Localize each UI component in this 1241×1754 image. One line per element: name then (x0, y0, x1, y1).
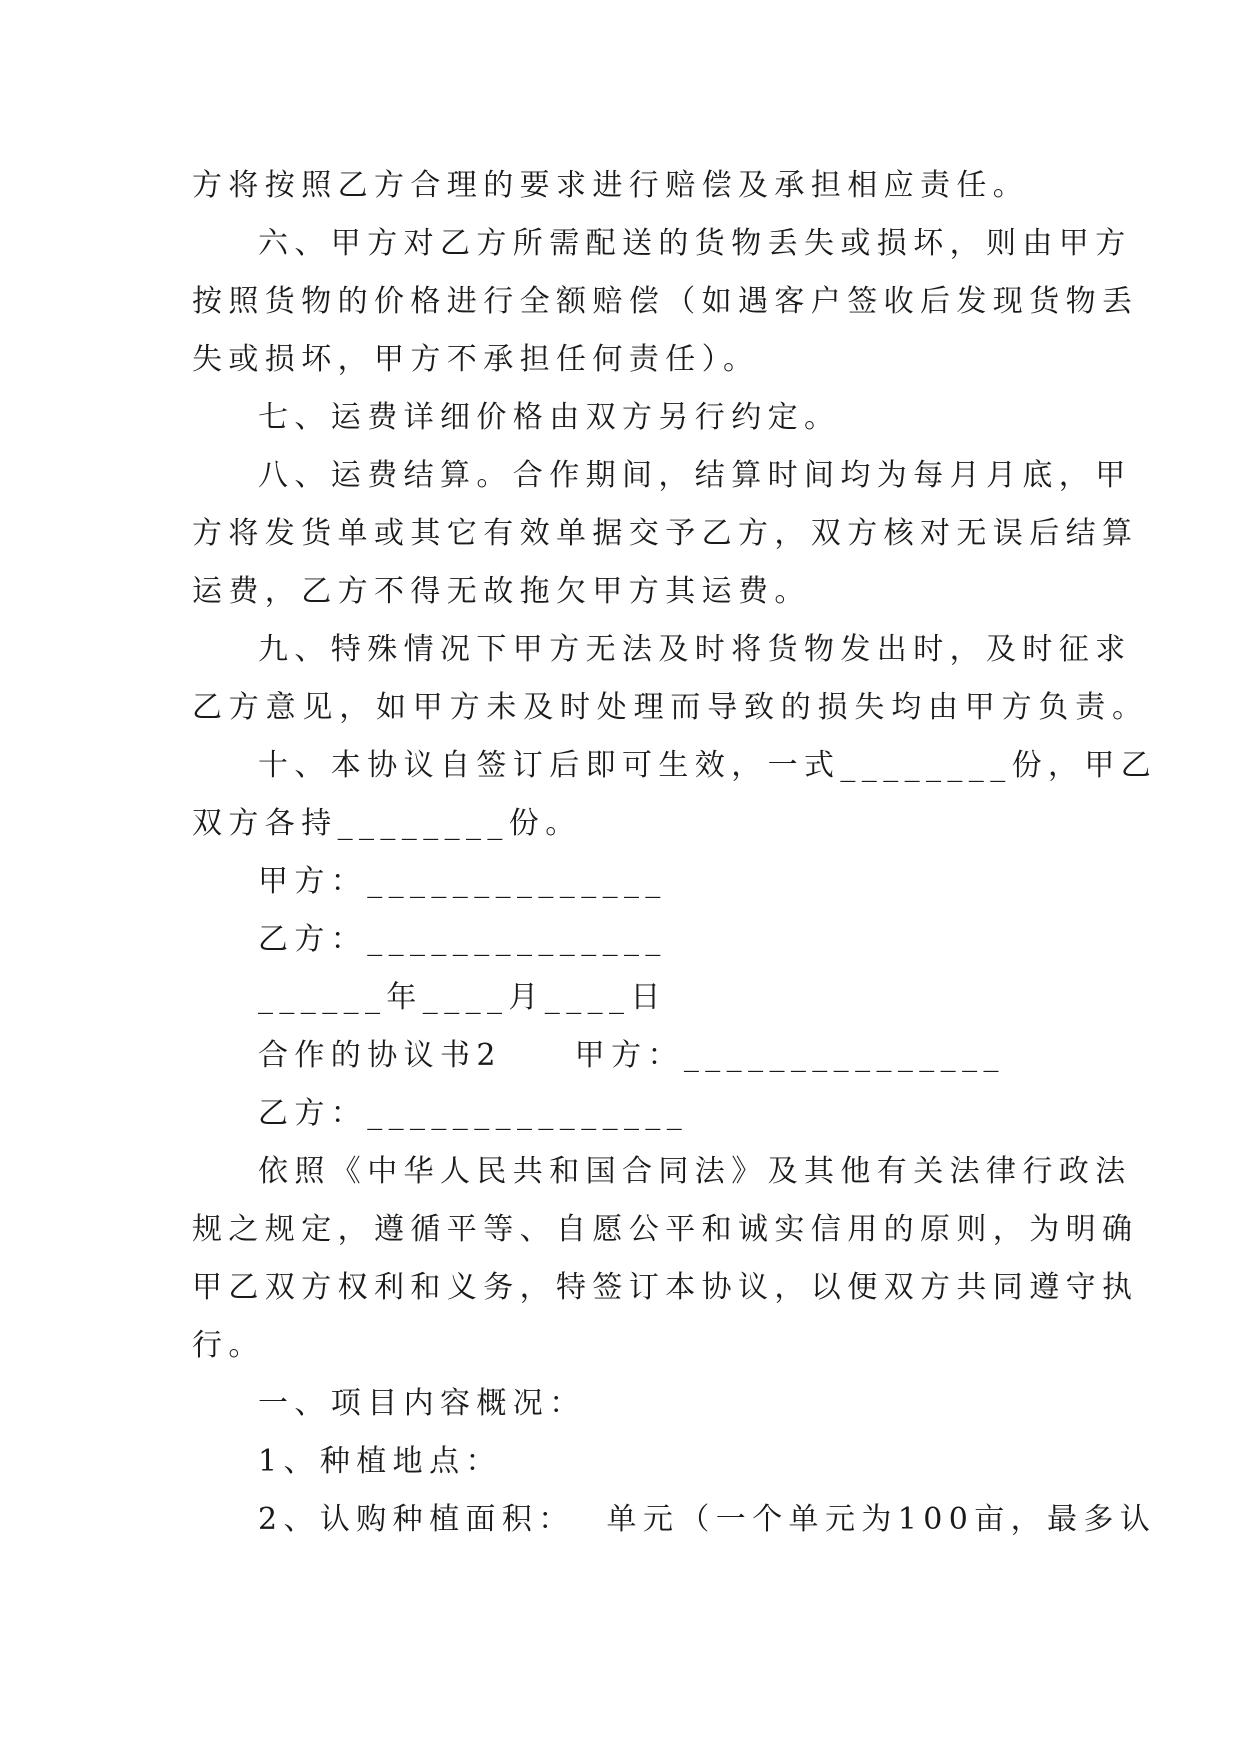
paragraph-line: 2、认购种植面积： 单元（一个单元为100亩，最多认 (258, 1502, 1157, 1537)
paragraph-line: 一、项目内容概况： (258, 1386, 586, 1421)
paragraph-line: 乙方意见，如甲方未及时处理而导致的损失均由甲方负责。 (192, 690, 1149, 725)
paragraph-line: 十、本协议自签订后即可生效，一式________份，甲乙 (258, 748, 1158, 783)
section-heading-line: 合作的协议书2 甲方：_______________ (258, 1038, 1005, 1073)
paragraph-line: 运费，乙方不得无故拖欠甲方其运费。 (192, 574, 811, 609)
paragraph-line: 1、种植地点： (258, 1444, 502, 1479)
date-line: ______年____月____日 (258, 980, 667, 1015)
paragraph-line: 规之规定，遵循平等、自愿公平和诚实信用的原则，为明确 (192, 1212, 1139, 1247)
paragraph-line: 失或损坏，甲方不承担任何责任）。 (192, 342, 760, 377)
paragraph-line: 七、运费详细价格由双方另行约定。 (258, 400, 841, 435)
paragraph-line: 方将按照乙方合理的要求进行赔偿及承担相应责任。 (192, 168, 1030, 203)
paragraph-line: 六、甲方对乙方所需配送的货物丢失或损坏，则由甲方 (258, 226, 1132, 261)
paragraph-line: 依照《中华人民共和国合同法》及其他有关法律行政法 (258, 1154, 1132, 1189)
paragraph-line: 行。 (192, 1328, 265, 1363)
paragraph-line: 九、特殊情况下甲方无法及时将货物发出时，及时征求 (258, 632, 1132, 667)
signature-line-party-a: 甲方：______________ (258, 864, 667, 899)
paragraph-line: 八、运费结算。合作期间，结算时间均为每月月底，甲 (258, 458, 1132, 493)
paragraph-line: 双方各持________份。 (192, 806, 582, 841)
signature-line-party-b: 乙方：______________ (258, 922, 667, 957)
paragraph-line: 方将发货单或其它有效单据交予乙方，双方核对无误后结算 (192, 516, 1139, 551)
paragraph-line: 甲乙双方权利和义务，特签订本协议，以便双方共同遵守执 (192, 1270, 1139, 1305)
paragraph-line: 按照货物的价格进行全额赔偿（如遇客户签收后发现货物丢 (192, 284, 1139, 319)
signature-line-party-b: 乙方：_______________ (258, 1096, 689, 1131)
